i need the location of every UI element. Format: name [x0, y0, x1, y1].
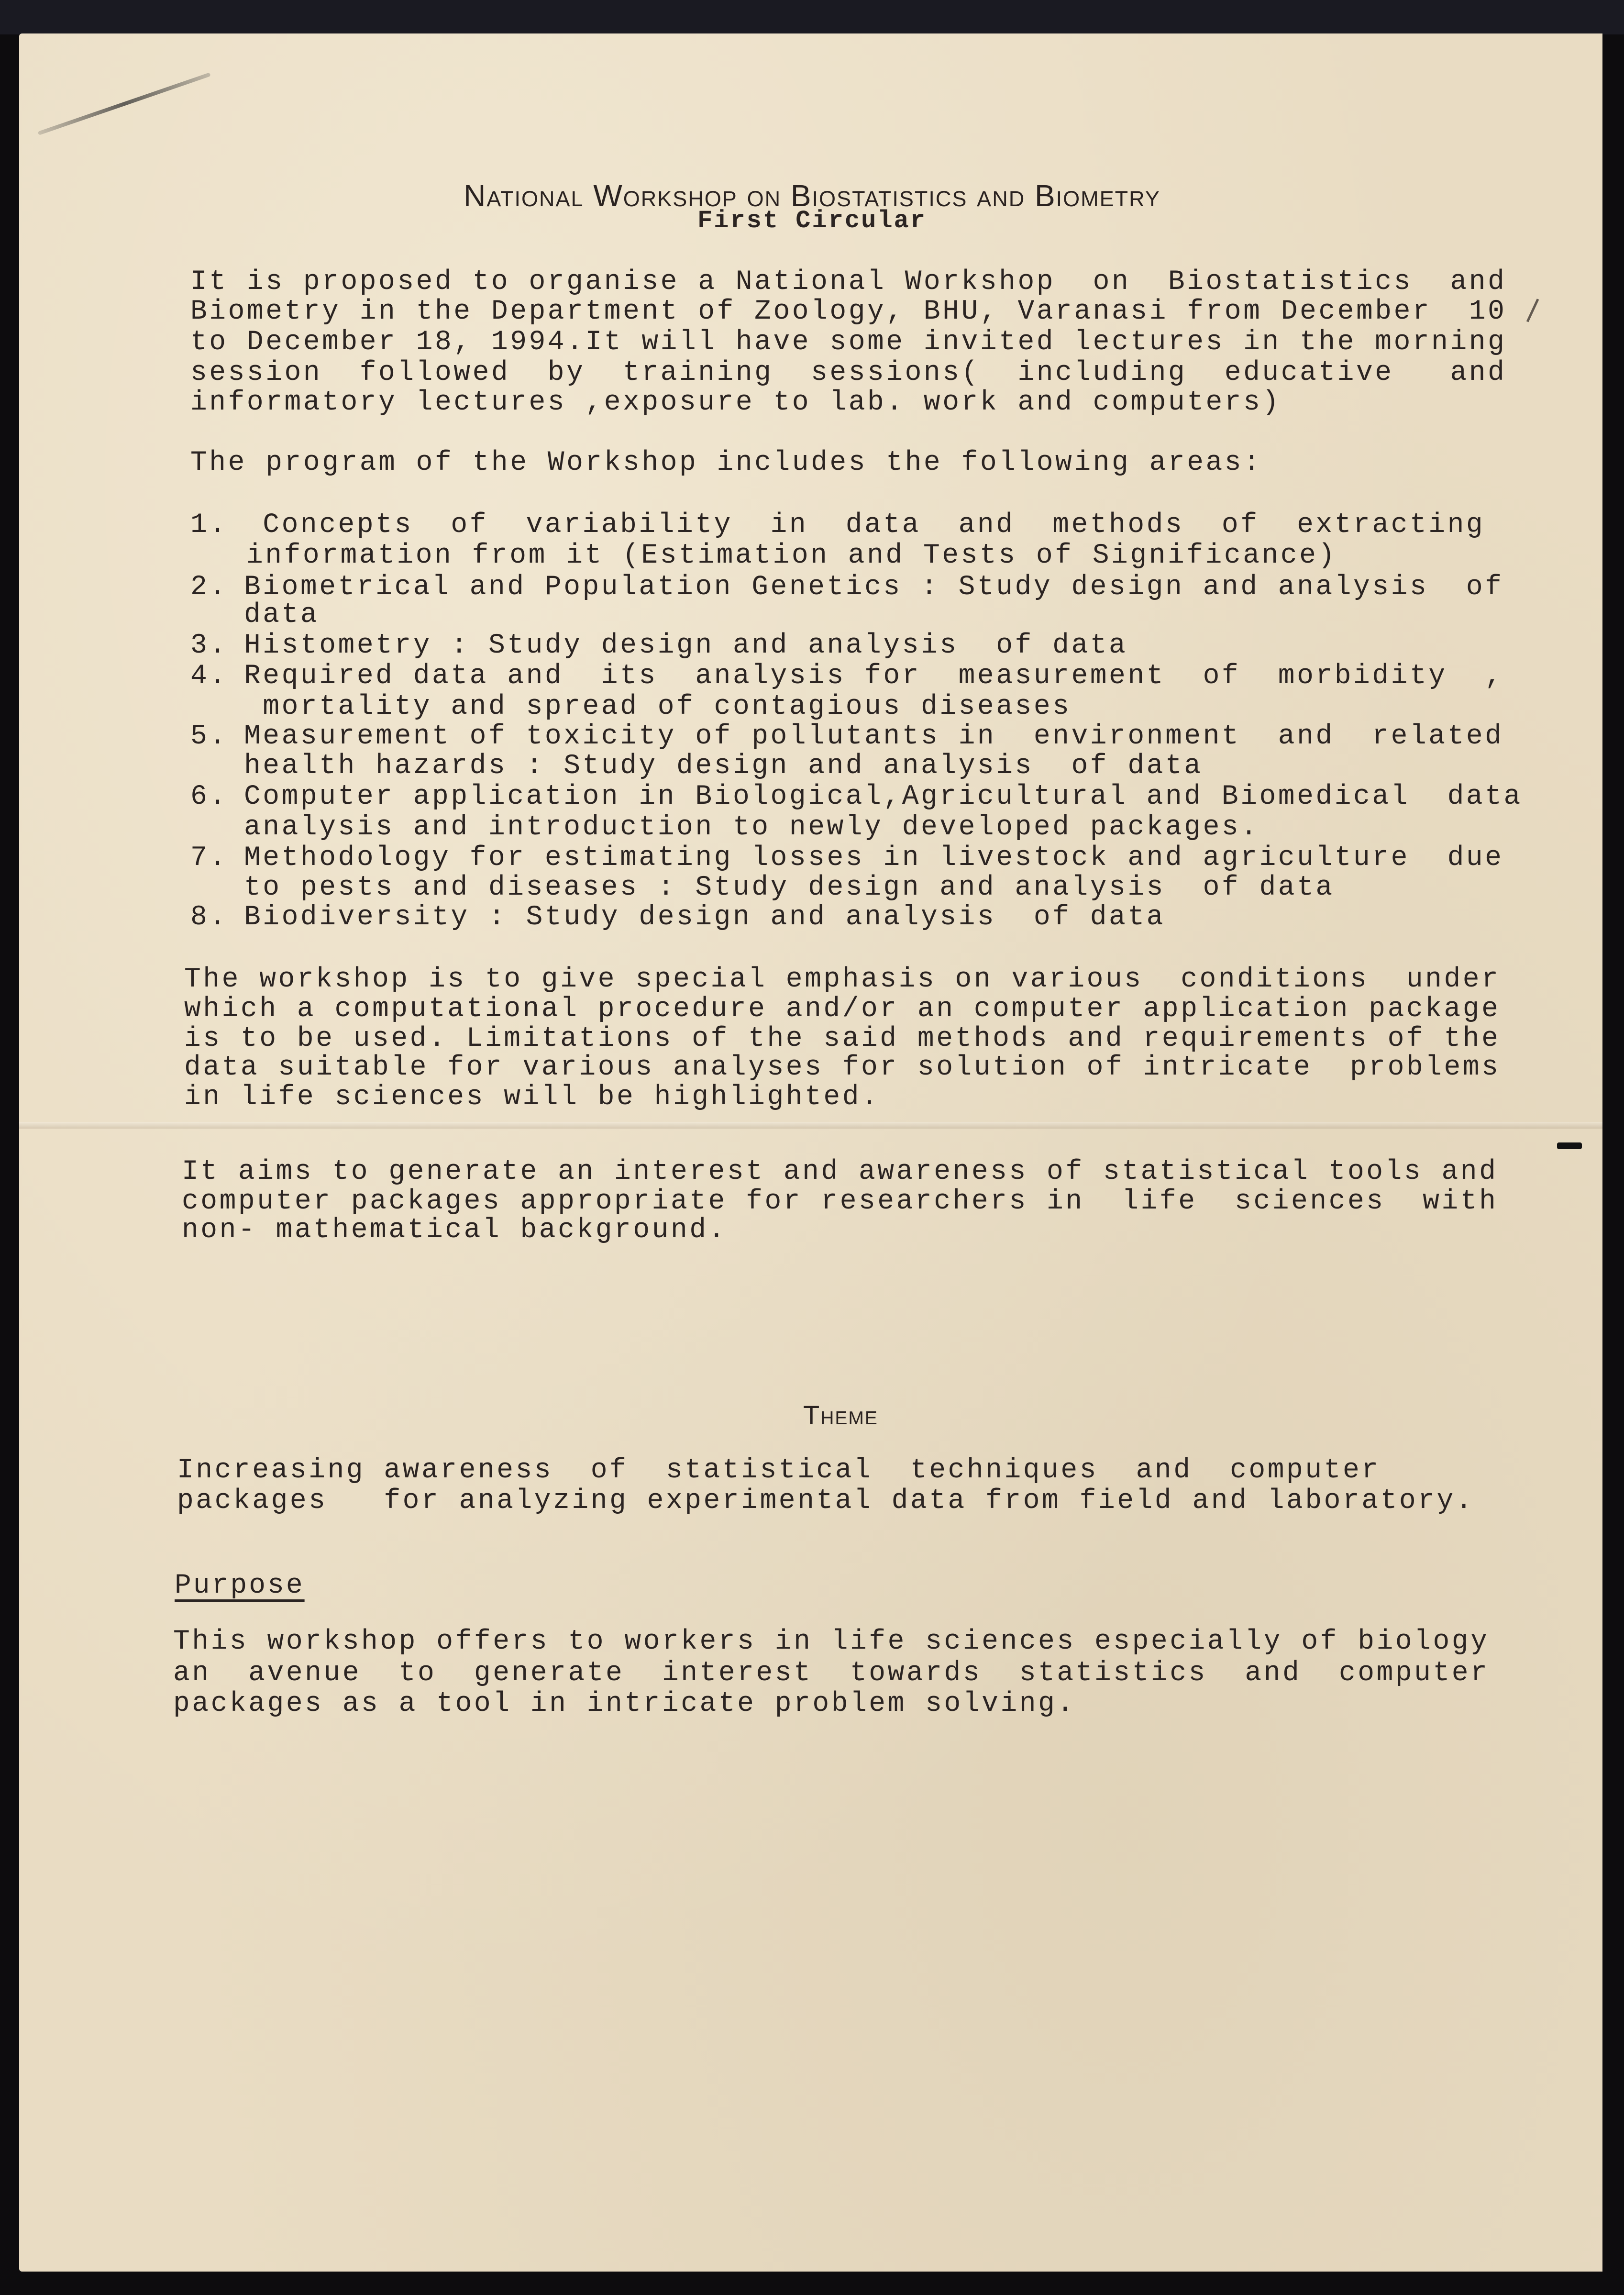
- emphasis-line: which a computational procedure and/or an computer application package: [184, 994, 1501, 1025]
- program-intro: The program of the Workshop includes the following areas:: [190, 447, 1262, 478]
- emphasis-line: in life sciences will be highlighted.: [184, 1082, 880, 1113]
- list-item-text: health hazards : Study design and analysis of data: [244, 751, 1203, 782]
- intro-line: to December 18, 1994.It will have some invited lectures in the morning: [190, 327, 1507, 358]
- theme-line: Increasing awareness of statistical techniques and computer: [177, 1455, 1381, 1486]
- purpose-line: This workshop offers to workers in life sciences especially of biology: [173, 1626, 1490, 1657]
- intro-line: informatory lectures ,exposure to lab. work and computers): [190, 387, 1281, 418]
- list-item-text: information from it (Estimation and Tests of Significance): [246, 540, 1337, 571]
- purpose-line: packages as a tool in intricate problem solving.: [173, 1688, 1076, 1719]
- purpose-line: an avenue to generate interest towards statistics and computer: [173, 1658, 1490, 1689]
- document-subtitle: First Circular: [697, 207, 927, 235]
- list-item-text: Required data and its analysis for measurement of morbidity ,: [244, 661, 1504, 692]
- list-item-number: 1.: [190, 510, 228, 541]
- list-item-text: to pests and diseases : Study design and analysis of data: [244, 872, 1335, 903]
- pencil-mark: [38, 73, 211, 135]
- list-item-text: data: [244, 599, 320, 631]
- list-item-number: 8.: [190, 902, 228, 933]
- list-item-number: 4.: [190, 661, 228, 692]
- list-item-text: analysis and introduction to newly developed packages.: [244, 812, 1259, 843]
- list-item-number: 2.: [190, 572, 228, 603]
- emphasis-line: The workshop is to give special emphasis on various conditions under: [184, 964, 1501, 995]
- list-item-text: Methodology for estimating losses in livestock and agriculture due: [244, 843, 1504, 874]
- theme-heading: Theme: [803, 1400, 878, 1430]
- aims-line: It aims to generate an interest and awareness of statistical tools and: [182, 1156, 1498, 1187]
- list-item-number: 7.: [190, 843, 228, 874]
- list-item-number: 5.: [190, 721, 228, 752]
- aims-line: computer packages appropriate for researchers in life sciences with: [182, 1186, 1498, 1217]
- list-item-text: Biodiversity : Study design and analysis of data: [244, 902, 1165, 933]
- intro-line: Biometry in the Department of Zoology, BHU, Varanasi from December 10: [190, 296, 1507, 327]
- tear-mark: [1557, 1142, 1582, 1149]
- intro-line: session followed by training sessions( including educative and: [190, 357, 1507, 388]
- list-item-text: Histometry : Study design and analysis of data: [244, 630, 1128, 661]
- purpose-heading: Purpose: [175, 1570, 305, 1601]
- theme-line: packages for analyzing experimental data from field and laboratory.: [177, 1486, 1475, 1517]
- list-item-text: Computer application in Biological,Agricultural and Biomedical data: [244, 781, 1523, 812]
- list-item-number: 3.: [190, 630, 228, 661]
- intro-line: It is proposed to organise a National Workshop on Biostatistics and: [190, 266, 1507, 298]
- aims-line: non- mathematical background.: [182, 1215, 727, 1246]
- emphasis-line: is to be used. Limitations of the said methods and requirements of the: [184, 1023, 1501, 1054]
- emphasis-line: data suitable for various analyses for solution of intricate problems: [184, 1052, 1501, 1083]
- list-item-text: mortality and spread of contagious diseases: [244, 691, 1072, 722]
- list-item-text: Concepts of variability in data and methods of extracting: [244, 510, 1485, 541]
- list-item-text: Measurement of toxicity of pollutants in environment and related: [244, 721, 1504, 752]
- document-title: National Workshop on Biostatistics and Biometry: [464, 178, 1160, 213]
- list-item-number: 6.: [190, 781, 228, 812]
- scanner-backdrop: [0, 0, 1624, 34]
- paper-fold-crease: [19, 1122, 1602, 1129]
- list-item-text: Biometrical and Population Genetics : Study design and analysis of: [244, 572, 1504, 603]
